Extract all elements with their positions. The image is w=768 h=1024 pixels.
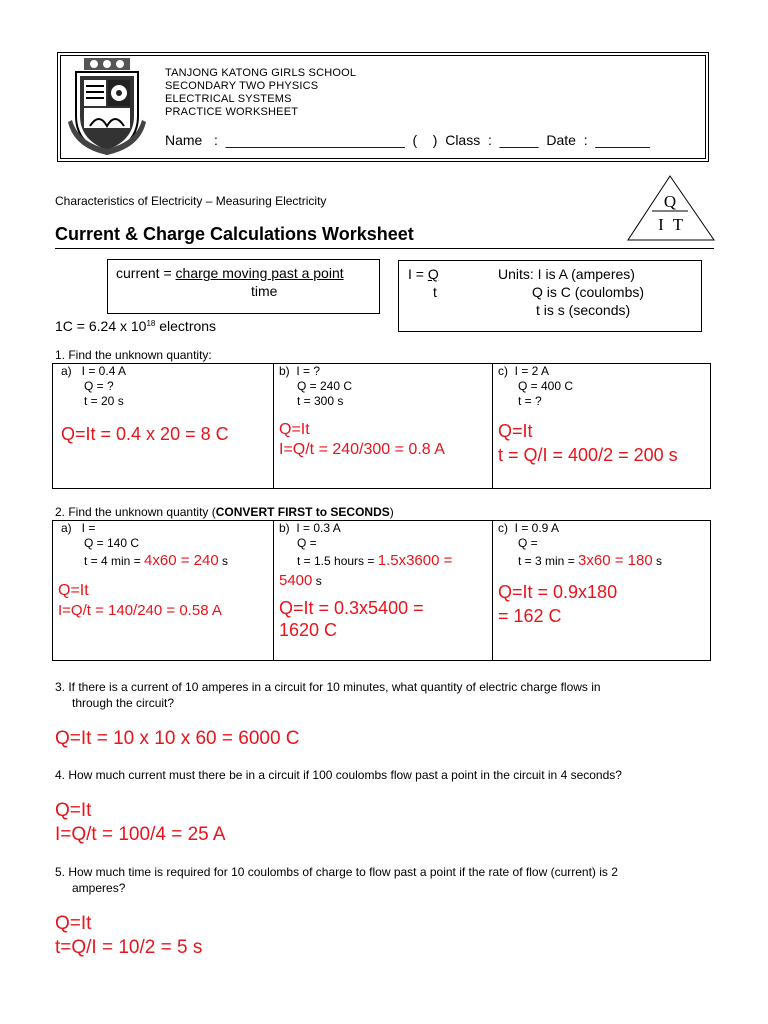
definition-lhs: current =	[116, 265, 176, 281]
definition-box	[107, 259, 380, 314]
triangle-t: T	[672, 215, 684, 234]
q2-heading-post: )	[389, 505, 394, 519]
q2-table	[52, 520, 711, 661]
units-line-2: Q is C (coulombs)	[532, 284, 645, 300]
q1c-line1: c) I = 2 A	[498, 364, 550, 378]
coulomb-suffix: electrons	[155, 318, 217, 334]
q2b-line3	[274, 551, 492, 571]
coulomb-prefix: 1C = 6.24 x 10	[55, 318, 147, 334]
definition-numerator: charge moving past a point	[175, 265, 344, 281]
q5-answer-2: t=Q/I = 10/2 = 5 s	[55, 937, 203, 958]
q3-text-line1: 3. If there is a current of 10 amperes in a circuit for 10 minutes, what quantity of electric charge flows in	[55, 680, 601, 694]
q2b-answer-1: Q=It = 0.3x5400 =	[279, 598, 424, 618]
q2a-line1: a) I =	[61, 521, 96, 535]
page-title: Current & Charge Calculations Worksheet	[55, 224, 414, 244]
q2-heading-pre: 2. Find the unknown quantity (	[55, 505, 216, 519]
title-rule	[55, 248, 714, 249]
q2c-answer-2: = 162 C	[498, 606, 562, 626]
q2a-line3-red: 4x60 = 240	[144, 552, 219, 569]
q2c-answer-1: Q=It = 0.9x180	[498, 582, 618, 602]
q2a-line2: Q = 140 C	[84, 536, 140, 550]
q2c-line3-red: 3x60 = 180	[578, 552, 653, 569]
q5-answer-1: Q=It	[55, 913, 92, 934]
q2b-line3-text: t = 1.5 hours =	[297, 554, 378, 568]
coulomb-definition	[55, 318, 216, 334]
q1-table	[52, 363, 711, 489]
q1b-line1: b) I = ?	[279, 364, 321, 378]
level-line: SECONDARY TWO PHYSICS	[165, 80, 319, 92]
formula-box	[398, 260, 702, 332]
q1a-line3: t = 20 s	[84, 394, 124, 408]
formula-lhs: I =	[408, 266, 428, 282]
subject-line: ELECTRICAL SYSTEMS	[165, 93, 292, 105]
q2-cell-c	[493, 521, 711, 661]
q2c-line1: c) I = 0.9 A	[498, 521, 560, 535]
q1-heading: 1. Find the unknown quantity:	[55, 348, 212, 362]
q2-heading	[55, 505, 394, 519]
q1a-line1: a) I = 0.4 A	[61, 364, 127, 378]
triangle-q: Q	[663, 192, 677, 211]
q2-heading-bold: CONVERT FIRST to SECONDS	[215, 505, 390, 519]
q4-text: 4. How much current must there be in a circuit if 100 coulombs flow past a point in the circuit in 4 seconds?	[55, 768, 622, 782]
q2b-answer-2: 1620 C	[279, 620, 338, 640]
q2a-line3-unit: s	[218, 554, 229, 568]
q4-answer-1: Q=It	[55, 800, 92, 821]
school-name: TANJONG KATONG GIRLS SCHOOL	[165, 67, 357, 79]
q2a-line3-text: t = 4 min =	[84, 554, 145, 568]
q2b-line2: Q =	[297, 536, 317, 550]
formula-numerator: Q	[427, 266, 439, 282]
q1b-line2: Q = 240 C	[297, 379, 353, 393]
q3-text-line2: through the circuit?	[72, 696, 175, 710]
q5-text	[55, 864, 715, 896]
q2b-line3-red: 1.5x3600 =	[377, 552, 453, 569]
q2c-line3-text: t = 3 min =	[518, 554, 579, 568]
q3-text	[55, 679, 715, 711]
triangle-i: I	[658, 215, 664, 234]
q1b-answer-2: I=Q/t = 240/300 = 0.8 A	[279, 441, 445, 458]
q2-cell-b	[274, 521, 493, 661]
units-line-3: t is s (seconds)	[536, 302, 631, 318]
q1c-line3: t = ?	[518, 394, 542, 408]
q4-answer-2: I=Q/t = 100/4 = 25 A	[55, 824, 226, 845]
units-line-1: Units: I is A (amperes)	[498, 266, 635, 282]
q2b-line4-unit: s	[312, 574, 322, 588]
q5-text-line2: amperes?	[72, 881, 126, 895]
q1-cell-a	[53, 364, 274, 489]
q3-answer: Q=It = 10 x 10 x 60 = 6000 C	[55, 728, 300, 749]
q1b-line3: t = 300 s	[297, 394, 344, 408]
q1a-answer: Q=It = 0.4 x 20 = 8 C	[61, 424, 229, 444]
q2c-line2: Q =	[518, 536, 538, 550]
doc-type-line: PRACTICE WORKSHEET	[165, 106, 299, 118]
q2b-line4	[274, 571, 492, 591]
coulomb-exponent: 18	[146, 319, 156, 328]
q2b-line4-red: 5400	[279, 572, 313, 589]
formula-denominator: t	[433, 284, 437, 300]
q2a-answer-2: I=Q/t = 140/240 = 0.58 A	[58, 602, 222, 619]
q1-cell-c	[493, 364, 711, 489]
q2b-line1: b) I = 0.3 A	[279, 521, 341, 535]
q5-text-line1: 5. How much time is required for 10 coulombs of charge to flow past a point if the rate of flow (current) is 2	[55, 865, 618, 879]
q2a-line3	[53, 551, 273, 571]
name-class-date-line: Name : _______________________ ( ) Class : _____ Date : _______	[165, 132, 650, 148]
q2-cell-a	[53, 521, 274, 661]
q2c-line3	[493, 551, 710, 571]
q2a-answer-1: Q=It	[58, 582, 89, 599]
q1-cell-b	[274, 364, 493, 489]
q1c-answer-2: t = Q/I = 400/2 = 200 s	[498, 445, 678, 465]
qit-triangle-icon	[626, 174, 716, 242]
q1a-line2: Q = ?	[84, 379, 114, 393]
school-crest-icon	[64, 56, 150, 156]
q1c-answer-1: Q=It	[498, 421, 533, 441]
subtitle: Characteristics of Electricity – Measuring Electricity	[55, 194, 327, 208]
definition-denominator: time	[251, 283, 278, 299]
q1c-line2: Q = 400 C	[518, 379, 574, 393]
q1b-answer-1: Q=It	[279, 421, 310, 438]
q2c-line3-unit: s	[652, 554, 663, 568]
